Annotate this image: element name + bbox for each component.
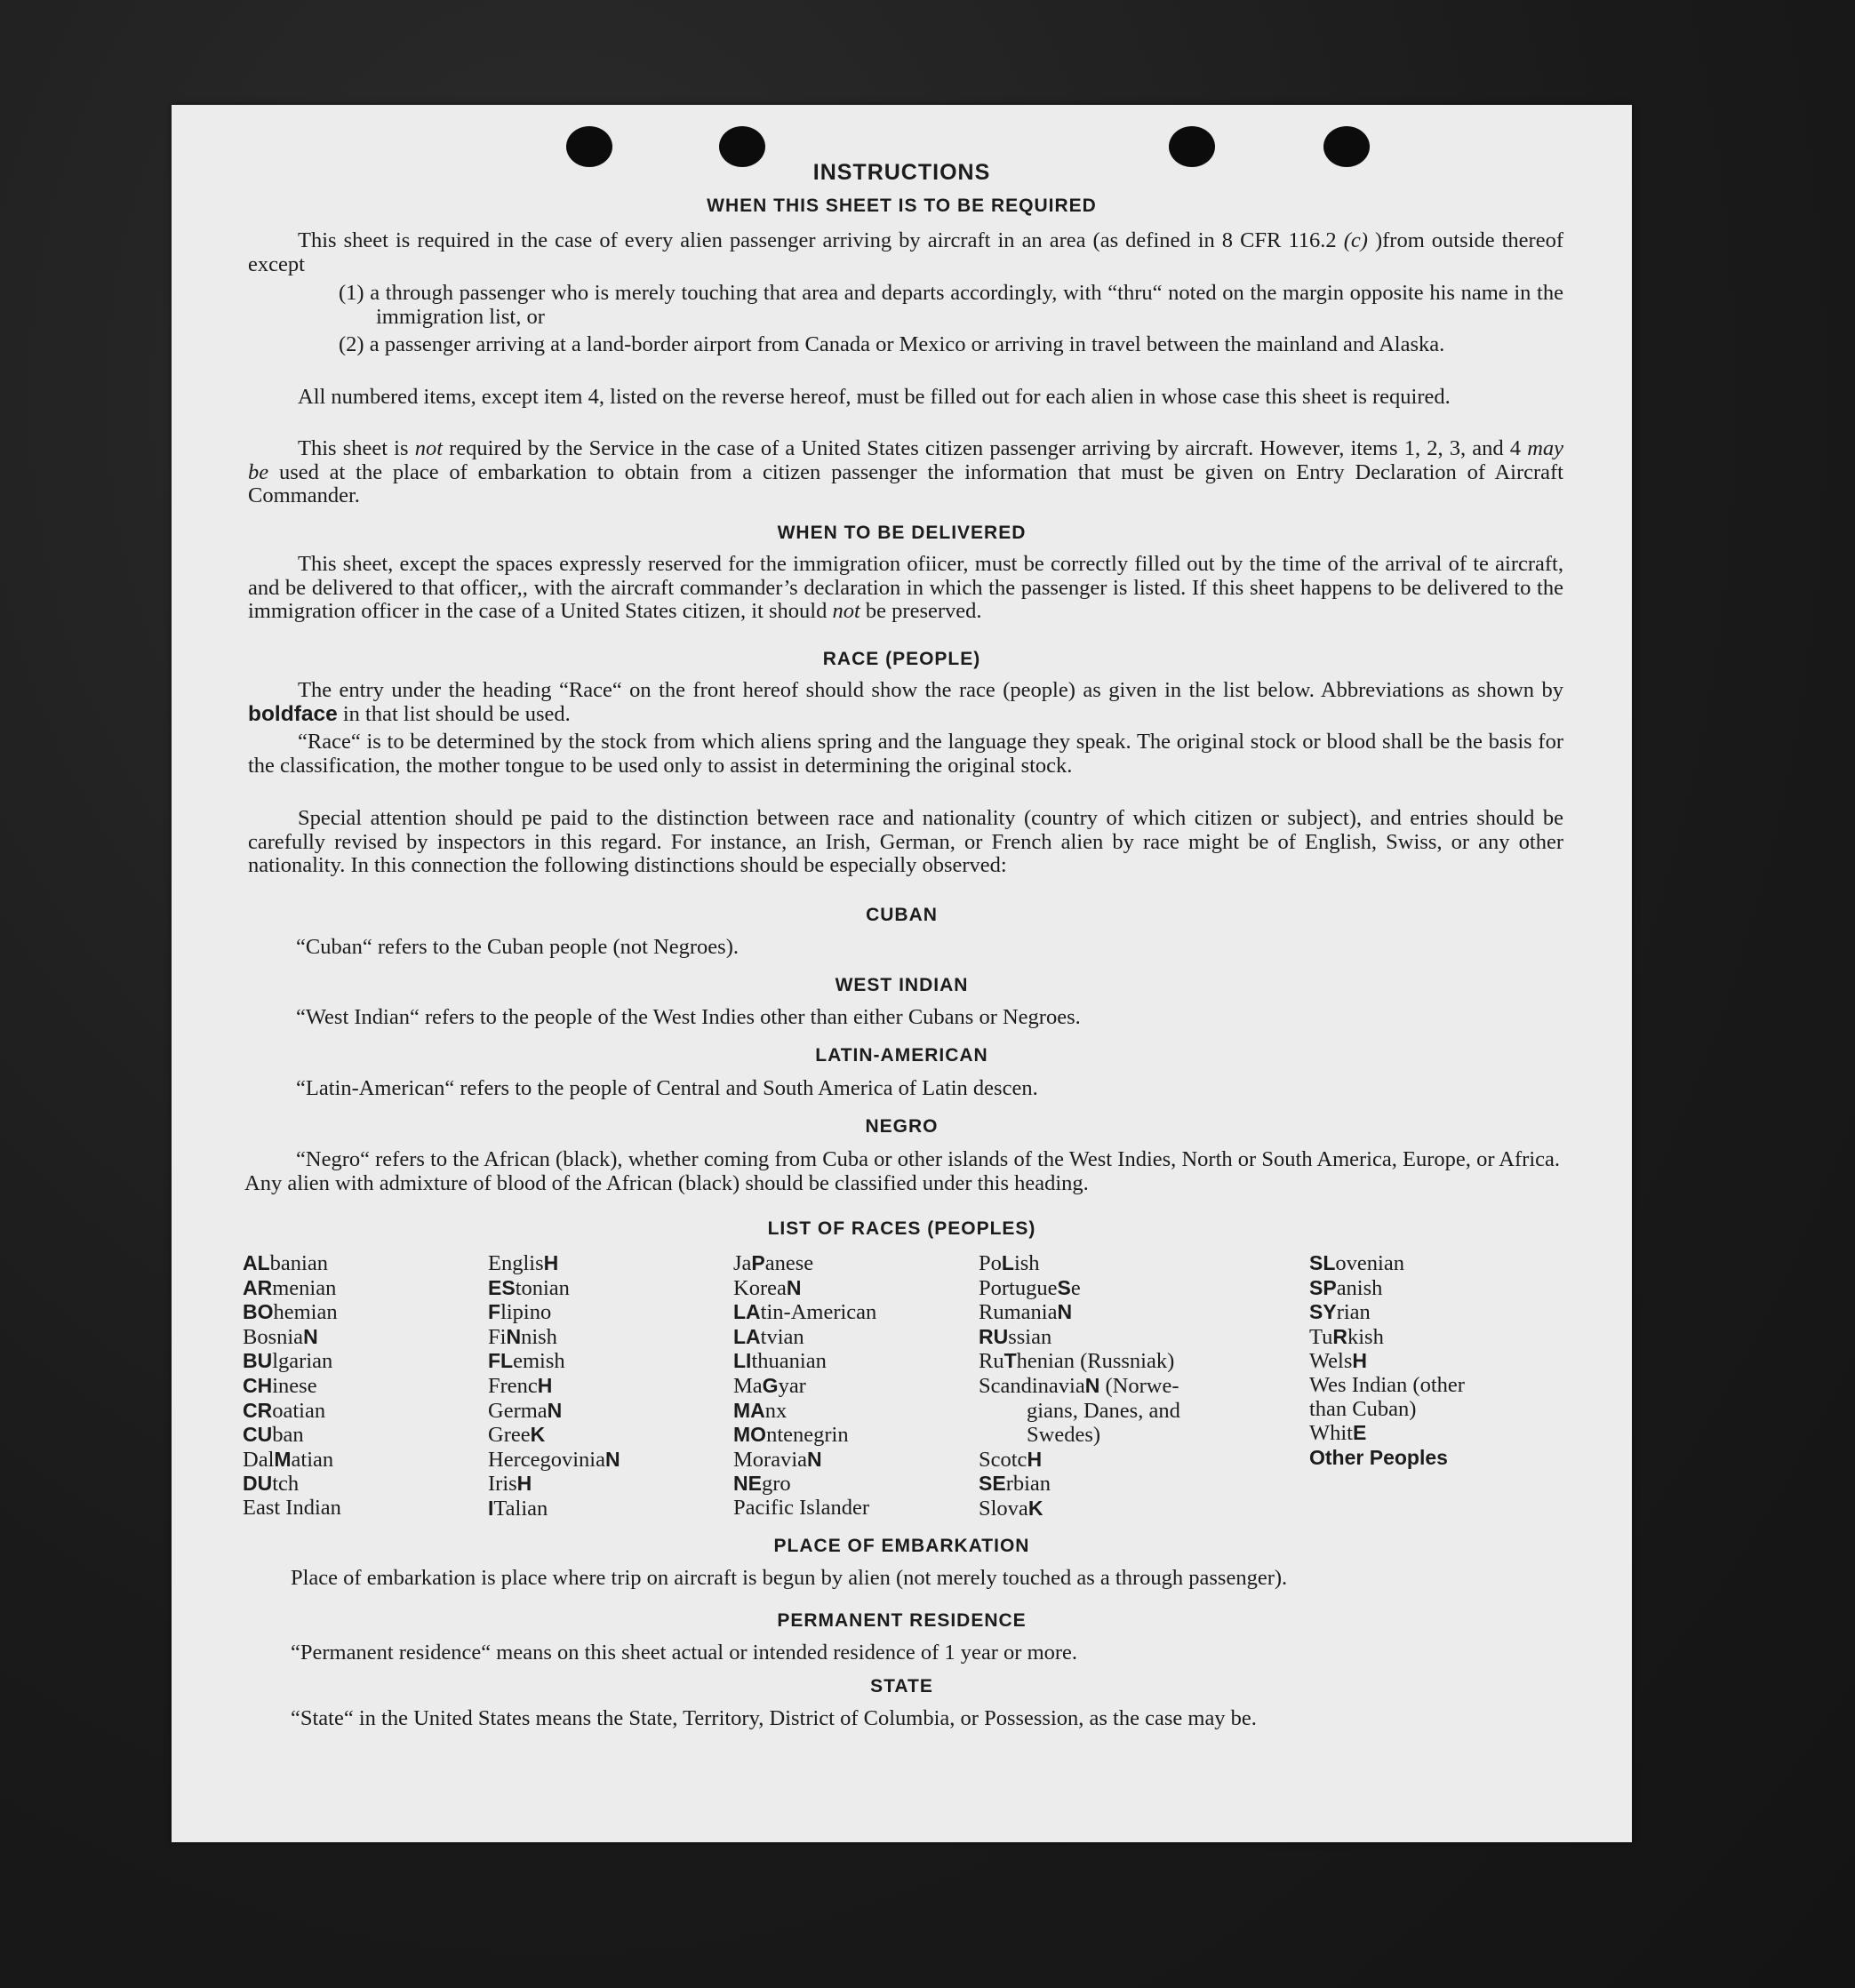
paragraph-exception-2: (2) a passenger arriving at a land-border airport from Canada or Mexico or arriving in travel between the mainland and Alaska. [339, 332, 1445, 356]
race-column-2 [488, 1251, 620, 1521]
paragraph-latin-american: “Latin-American“ refers to the people of Central and South America of Latin descen. [296, 1076, 1038, 1100]
race-entry: Pacific Islander [733, 1495, 870, 1520]
heading-race: RACE (PEOPLE) [822, 649, 981, 669]
race-entry: IrisH [488, 1472, 532, 1497]
race-entry: EStonian [488, 1275, 570, 1300]
race-entry: PortugueSe [979, 1275, 1081, 1300]
race-entry: ScotcH [979, 1447, 1043, 1472]
race-entry: BOhemian [243, 1300, 338, 1325]
race-entry: SlovaK [979, 1496, 1043, 1521]
race-entry: RumaniaN [979, 1300, 1073, 1325]
race-entry: ScandinaviaN (Norwe- [979, 1373, 1179, 1398]
paragraph-negro: “Negro“ refers to the African (black), whether coming from Cuba or other islands of the West Indies, North or South America, Europe, or Africa. Any alien with admixture of blood of the African (black) should be classified under this heading. [244, 1147, 1560, 1195]
race-entry: ALbanian [243, 1251, 328, 1275]
heading-west-indian: WEST INDIAN [835, 975, 969, 995]
race-entry: LAtvian [733, 1324, 804, 1349]
heading-when-delivered: WHEN TO BE DELIVERED [777, 523, 1027, 543]
race-entry: SYrian [1309, 1300, 1371, 1325]
race-entry: than Cuban) [1309, 1396, 1417, 1421]
race-entry: GreeK [488, 1423, 546, 1448]
heading-state: STATE [870, 1676, 933, 1697]
race-entry: FrencH [488, 1373, 553, 1398]
race-entry: SLovenian [1309, 1251, 1404, 1275]
paragraph-exception-1: (1) a through passenger who is merely touching that area and departs accordingly, with “thru“ noted on the margin opposite his name in the immigration list, or [339, 281, 1563, 329]
heading-negro: NEGRO [865, 1116, 939, 1137]
paragraph-cuban: “Cuban“ refers to the Cuban people (not Negroes). [296, 935, 739, 959]
paragraph-race-stock: “Race“ is to be determined by the stock from which aliens spring and the language they speak. The original stock or blood shall be the basis for the classification, the mother tongue to be used only to assist in determining the original stock. [248, 730, 1563, 778]
race-entry: RUssian [979, 1324, 1052, 1349]
race-entry: FLemish [488, 1349, 565, 1374]
race-entry: MaGyar [733, 1373, 806, 1398]
race-entry: WhitE [1309, 1421, 1367, 1446]
race-entry: DalMatian [243, 1447, 334, 1472]
race-entry: TuRkish [1309, 1324, 1384, 1349]
paragraph-citizen: This sheet is not required by the Service in the case of a United States citizen passenger arriving by aircraft. However, items 1, 2, 3, and 4 may be used at the place of embarkation to obtain from a citizen passenger the information that must be given on Entry Declaration of Aircraft Commander. [248, 436, 1564, 507]
race-entry: East Indian [243, 1495, 341, 1520]
paragraph-numbered-items: All numbered items, except item 4, listed on the reverse hereof, must be filled out for each alien in whose case this sheet is required. [298, 385, 1451, 409]
race-entry: CHinese [243, 1373, 317, 1398]
paragraph-residence: “Permanent residence“ means on this sheet actual or intended residence of 1 year or more. [291, 1641, 1078, 1665]
race-entry: SPanish [1309, 1275, 1383, 1300]
race-entry: WelsH [1309, 1349, 1368, 1374]
paragraph-west-indian: “West Indian“ refers to the people of the West Indies other than either Cubans or Negroes. [296, 1005, 1081, 1029]
race-entry: Flipino [488, 1300, 552, 1325]
race-entry: Other Peoples [1309, 1445, 1448, 1469]
race-entry: FiNnish [488, 1324, 557, 1349]
heading-embarkation: PLACE OF EMBARKATION [773, 1536, 1030, 1556]
paragraph-state: “State“ in the United States means the State, Territory, District of Columbia, or Possession, as the case may be. [291, 1706, 1257, 1730]
heading-latin-american: LATIN-AMERICAN [815, 1045, 988, 1066]
heading-cuban: CUBAN [866, 905, 938, 925]
race-entry: BosniaN [243, 1324, 318, 1349]
race-entry: LIthuanian [733, 1349, 827, 1374]
page-title: INSTRUCTIONS [812, 160, 991, 185]
race-column-3 [733, 1251, 876, 1521]
race-entry: MAnx [733, 1398, 788, 1423]
heading-when-required: WHEN THIS SHEET IS TO BE REQUIRED [707, 196, 1097, 216]
paragraph-embarkation: Place of embarkation is place where trip on aircraft is begun by alien (not merely touched as a through passenger). [291, 1566, 1288, 1590]
race-entry: Wes Indian (other [1309, 1372, 1465, 1397]
race-entry: EnglisH [488, 1251, 559, 1275]
paragraph-delivered: This sheet, except the spaces expressly reserved for the immigration ofiicer, must be correctly filled out by the time of the arrival of te aircraft, and be delivered to that officer,, with the aircraft commander’s declaration in which the passenger is listed. If this sheet happens to be delivered to the immigration officer in the case of a United States citizen, it should not be preserved. [248, 552, 1563, 623]
race-column-4 [979, 1251, 1180, 1521]
race-entry: JaPanese [733, 1251, 814, 1275]
race-entry: LAtin-American [733, 1300, 877, 1325]
race-entry: MOntenegrin [733, 1423, 849, 1448]
race-entry: HercegoviniaN [488, 1447, 620, 1472]
paragraph-race-entry: The entry under the heading “Race“ on the front hereof should show the race (people) as given in the list below. Abbreviations as shown by boldface in that list should be used. [248, 678, 1563, 726]
paragraph-race-distinction: Special attention should pe paid to the distinction between race and nationality (country of which citizen or subject), and entries should be carefully revised by inspectors in this regard. For instance, an Irish, German, or French alien by race might be of English, Swiss, or any other nationality. In this connection the following distinctions should be especially observed: [248, 806, 1563, 877]
race-entry: gians, Danes, and [1027, 1398, 1180, 1423]
race-column-1 [243, 1251, 341, 1521]
paragraph-required: This sheet is required in the case of every alien passenger arriving by aircraft in an area (as defined in 8 CFR 116.2 (c) )from outside thereof except [248, 228, 1563, 276]
heading-list-of-races: LIST OF RACES (PEOPLES) [767, 1218, 1036, 1239]
race-entry: Swedes) [1027, 1423, 1101, 1448]
heading-residence: PERMANENT RESIDENCE [777, 1610, 1027, 1631]
race-entry: DUtch [243, 1472, 300, 1497]
race-entry: NEgro [733, 1472, 791, 1497]
race-entry: GermaN [488, 1398, 563, 1423]
race-entry: SErbian [979, 1472, 1051, 1497]
race-entry: MoraviaN [733, 1447, 822, 1472]
instruction-sheet [172, 105, 1632, 1842]
race-entry: BUlgarian [243, 1349, 333, 1374]
race-entry: CRoatian [243, 1398, 326, 1423]
race-entry: ITalian [488, 1496, 548, 1521]
race-entry: ARmenian [243, 1275, 337, 1300]
race-column-5 [1309, 1251, 1558, 1470]
race-entry: RuThenian (Russniak) [979, 1349, 1175, 1374]
race-entry: CUban [243, 1423, 304, 1448]
race-entry: KoreaN [733, 1275, 802, 1300]
race-entry: PoLish [979, 1251, 1040, 1275]
